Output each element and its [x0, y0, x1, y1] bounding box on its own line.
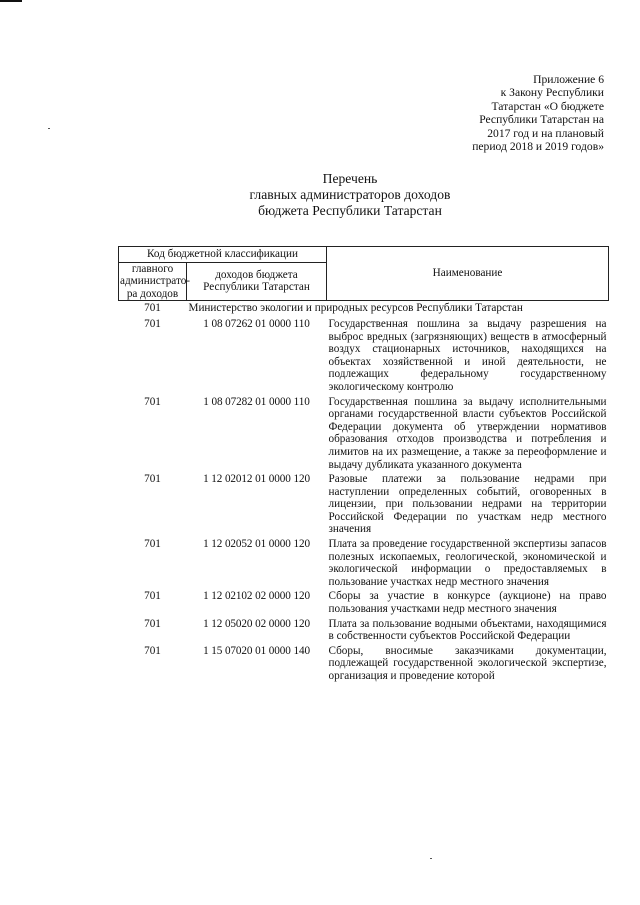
admin-code: 701: [144, 538, 161, 551]
admin-code: 701: [144, 317, 161, 330]
title-line: Перечень: [322, 171, 378, 186]
scan-speck: [430, 858, 432, 859]
header-classification-code: Код бюджетной классификации: [119, 247, 327, 263]
income-name: Плата за пользование водными объектами, находящимися в собственности субъектов Российской Федерации: [328, 617, 607, 643]
admin-code: 701: [144, 473, 161, 486]
appendix-note: [404, 73, 604, 153]
appendix-line: 2017 год и на плановый: [487, 126, 604, 140]
title-line: бюджета Республики Татарстан: [258, 203, 442, 218]
income-code: 1 12 02052 01 0000 120: [203, 538, 310, 551]
income-name: Сборы за участие в конкурсе (аукционе) на право пользования участками недр местного значения: [328, 590, 607, 616]
income-code: 1 08 07262 01 0000 110: [203, 317, 310, 330]
ministry-name: Министерство экологии и природных ресурсов Республики Татарстан: [188, 302, 523, 315]
corner-mark: [0, 0, 22, 2]
admin-code: 701: [144, 590, 161, 603]
table-row: [119, 318, 609, 394]
ministry-row: [119, 301, 609, 318]
appendix-line: Республики Татарстан на: [479, 113, 604, 127]
income-name: Сборы, вносимые заказчиками документации, подлежащей государственной экологической экспертизе, организация и проведение которой: [328, 644, 607, 682]
header-income-code: доходов бюджета Республики Татарстан: [187, 262, 327, 301]
income-name: Государственная пошлина за выдачу разрешения на выброс вредных (загрязняющих) веществ в атмосферный воздух стационарных источников, находящихся на объектах хозяйственной и иной деятельности, не подлежащих федеральному государственному экологическому контролю: [328, 317, 607, 393]
table-row: [119, 588, 609, 615]
appendix-line: период 2018 и 2019 годов»: [472, 140, 604, 154]
admin-code: 701: [144, 395, 161, 408]
table-row: [119, 394, 609, 472]
income-name: Разовые платежи за пользование недрами при наступлении определенных событий, оговоренных в лицензии, при пользовании недрами на территории Российской Федерации по участкам недр местного значения: [328, 473, 607, 536]
table-row: [119, 616, 609, 643]
admin-code: 701: [144, 617, 161, 630]
income-code: 1 08 07282 01 0000 110: [203, 395, 310, 408]
title-line: главных администраторов доходов: [249, 187, 451, 202]
appendix-line: к Закону Республики: [500, 86, 604, 100]
appendix-line: Татарстан «О бюджете: [491, 99, 604, 113]
table-row: [119, 536, 609, 588]
header-name: Наименование: [327, 247, 609, 301]
table-row: [119, 471, 609, 536]
table-row: [119, 643, 609, 683]
scan-speck: [48, 128, 50, 129]
income-name: Государственная пошлина за выдачу исполнительными органами государственной власти субъектов Российской Федерации документа об утверждении нормативов образования отходов производства и потребления и лимитов на их размещение, а также за переоформление и выдачу дубликата указанного документа: [328, 395, 607, 471]
income-code: 1 12 02102 02 0000 120: [203, 590, 310, 603]
ministry-code: 701: [144, 302, 161, 315]
revenue-administrators-table: [118, 246, 608, 683]
income-code: 1 15 07020 01 0000 140: [203, 644, 310, 657]
appendix-line: Приложение 6: [533, 73, 604, 86]
admin-code: 701: [144, 644, 161, 657]
income-code: 1 12 05020 02 0000 120: [203, 617, 310, 630]
income-code: 1 12 02012 01 0000 120: [203, 473, 310, 486]
income-name: Плата за проведение государственной экспертизы запасов полезных ископаемых, геологической, экономической и экологической информации о предоставляемых в пользование участках недр местного значения: [328, 538, 607, 588]
document-title: [190, 171, 510, 219]
header-admin-code: главного администрато-ра доходов: [120, 262, 191, 300]
